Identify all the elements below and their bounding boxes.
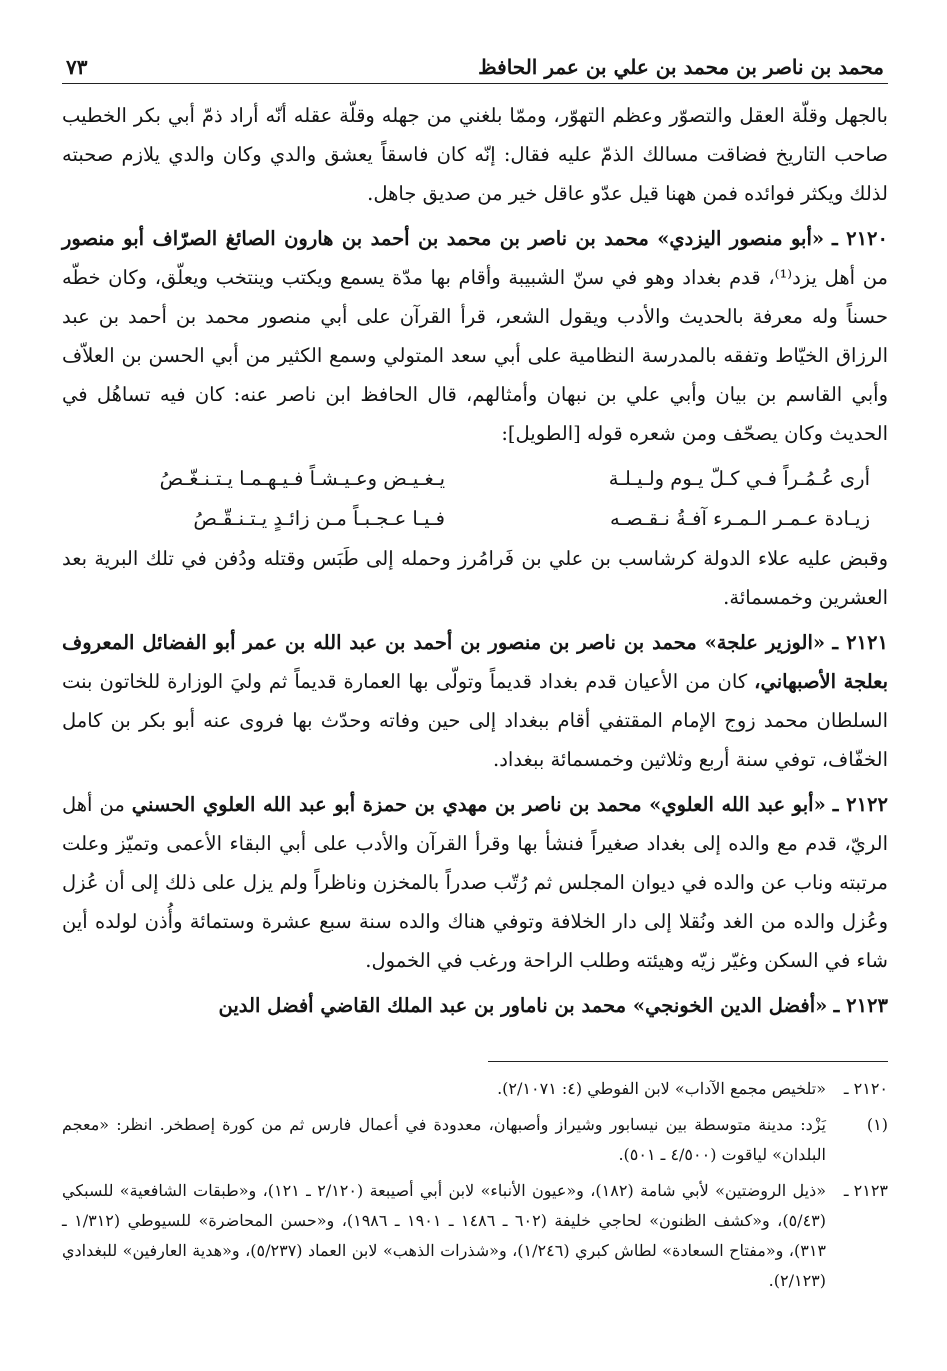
- poem-hemistich: يـغـيـض وعـيـشـاً فـيـهـمـا يـتـنـغّـصُ: [159, 467, 445, 490]
- footnote-text: «ذيل الروضتين» لأبي شامة (١٨٢)، و«عيون الأنباء» لابن أبي أصيبعة (٢/١٢٠ ـ ١٢١)، و«طبقات الشافعية» للسبكي (٥/٤٣)، و«كشف الظنون» لحاجي خليفة (٦٠٢ ـ ١٤٨٦ ـ ١٩٠١ ـ ١٩٨٦)، و«حسن المحاضرة» للسيوطي (١/٣١٢ ـ ٣١٣)، و«مفتاح السعادة» لطاش كبري (١/٢٤٦)، و«شذرات الذهب» لابن العماد (٥/٢٣٧)، و«هدية العارفين» للبغدادي (٢/١٢٣).: [62, 1181, 827, 1290]
- book-page: [62, 44, 888, 1344]
- entry-2120: [62, 219, 888, 617]
- entry-number: ٢١٢٣ ـ: [833, 994, 888, 1017]
- entry-2123: [62, 986, 888, 1025]
- footnote-label: (١): [866, 1115, 888, 1134]
- entry-number: ٢١٢٢ ـ: [832, 793, 889, 816]
- entry-text: من أهل الريّ، قدم مع والده إلى بغداد صغيراً فنشأ بها وقرأ القرآن والأدب على أبي البقاء الأعمى وتميّز وعلت مرتبته وناب عن والده في ديوان المجلس ثم رُتّب صدراً بالمخزن وناظراً ولم يزل على ذلك إلى أن عُزل وعُزل والده من الغد ونُقلا إلى دار الخلافة وتوفي هناك والده سنة سبع عشرة وستمائة وأُذن لولده أين شاء في السكن وغيّر زيّه وهيئته وطلب الراحة ورغب في الخمول.: [62, 793, 888, 972]
- entry-number: ٢١٢١ ـ: [832, 631, 888, 654]
- footnote-text: «تلخيص مجمع الآداب» لابن الفوطي (٤: ٢/١٠٧١).: [497, 1079, 826, 1098]
- footnote: [62, 1110, 888, 1170]
- footnote-label: ٢١٢٠ ـ: [843, 1079, 888, 1098]
- running-title: محمد بن ناصر بن محمد بن علي بن عمر الحافظ: [478, 55, 884, 79]
- entry-text-after-poem: وقبض عليه علاء الدولة كرشاسب بن علي بن فَرامُرز وحمله إلى طَبَس وقتله ودُفن في تلك البرية بعد العشرين وخمسمائة.: [62, 547, 888, 609]
- page-number: ٧٣: [66, 55, 88, 79]
- running-header: [62, 44, 888, 84]
- footnote-text: يَزْد: مدينة متوسطة بين نيسابور وشيراز وأصبهان، معدودة في أعمال فارس ثم من كورة إصطخر. انظر: «معجم البلدان» لياقوت (٤/٥٠٠ ـ ٥٠١).: [62, 1115, 826, 1164]
- footnote: [62, 1176, 888, 1296]
- entry-text: من أهل يزد⁽¹⁾، قدم بغداد وهو في سنّ الشبيبة وأقام بها مدّة يسمع ويكتب وينتخب ويعلّق، وكان خطّه حسناً وله معرفة بالحديث والأدب ويقول الشعر، قرأ القرآن على أبي منصور محمد بن أحمد بن عبد الرزاق الخيّاط وتفقه بالمدرسة النظامية على أبي سعد المتولي وسمع الكثير من أبي الحسن بن العلاّف وأبي القاسم بن بيان وأبي علي بن نبهان وأمثالهم، قال الحافظ ابن ناصر عنه: كان فيه تساهُل في الحديث وكان يصحّف ومن شعره قوله [الطويل]:: [62, 266, 888, 445]
- entry-number: ٢١٢٠ ـ: [831, 227, 888, 250]
- footnote-label: ٢١٢٣ ـ: [843, 1181, 888, 1200]
- entry-text: كان من الأعيان قدم بغداد قديماً وتولّى بها العمارة قديماً ثم وليَ الوزارة للخاتون بنت السلطان محمد زوج الإمام المقتفي أقام ببغداد إلى حين وفاته وحدّث بها فروى عنه أبو بكر بن كامل الخفّاف، توفي سنة أربع وثلاثين وخمسمائة ببغداد.: [62, 670, 888, 771]
- poem-hemistich: فـيـا عـجـبـاً مـن زائـدٍ يـتـنـقّـصُ: [193, 507, 445, 530]
- entry-heading: «أبو عبد الله العلوي» محمد بن ناصر بن مهدي بن حمزة أبو عبد الله العلوي الحسني: [131, 793, 826, 816]
- poem: [62, 459, 888, 539]
- poem-hemistich: زيـادة عـمـر الـمـرء آفـةُ نـقـصـه: [610, 507, 870, 530]
- entry-heading: «أفضل الدين الخونجي» محمد بن ناماور بن عبد الملك القاضي أفضل الدين: [218, 994, 828, 1017]
- entry-heading: «أبو منصور اليزدي» محمد بن ناصر بن محمد بن أحمد بن هارون الصائغ الصرّاف أبو منصور: [62, 227, 825, 250]
- footnotes: [62, 1074, 888, 1296]
- main-text: [62, 96, 888, 1025]
- footnote: [62, 1074, 888, 1104]
- poem-hemistich: أرى عُـمُـراً فـي كـلّ يـوم ولـيـلـة: [608, 467, 870, 490]
- intro-paragraph: بالجهل وقلّة العقل والتصوّر وعظم التهوّر، وممّا بلغني من جهله وقلّة عقله أنّه أراد ذمّ أبي بكر الخطيب صاحب التاريخ فضاقت مسالك الذمّ عليه فقال: إنّه كان فاسقاً يعشق والدي وكان والدي يلازم صحبته لذلك ويكثر فوائده فمن ههنا قيل عدّو عاقل خير من صديق جاهل.: [62, 104, 888, 205]
- entry-heading: «الوزير علجة» محمد بن ناصر بن منصور بن أحمد بن عبد الله بن عمر أبو الفضائل المعروف بعلجة الأصبهاني،: [62, 631, 889, 693]
- entry-2121: [62, 623, 888, 779]
- footnote-divider: [488, 1061, 888, 1062]
- entry-2122: [62, 785, 888, 980]
